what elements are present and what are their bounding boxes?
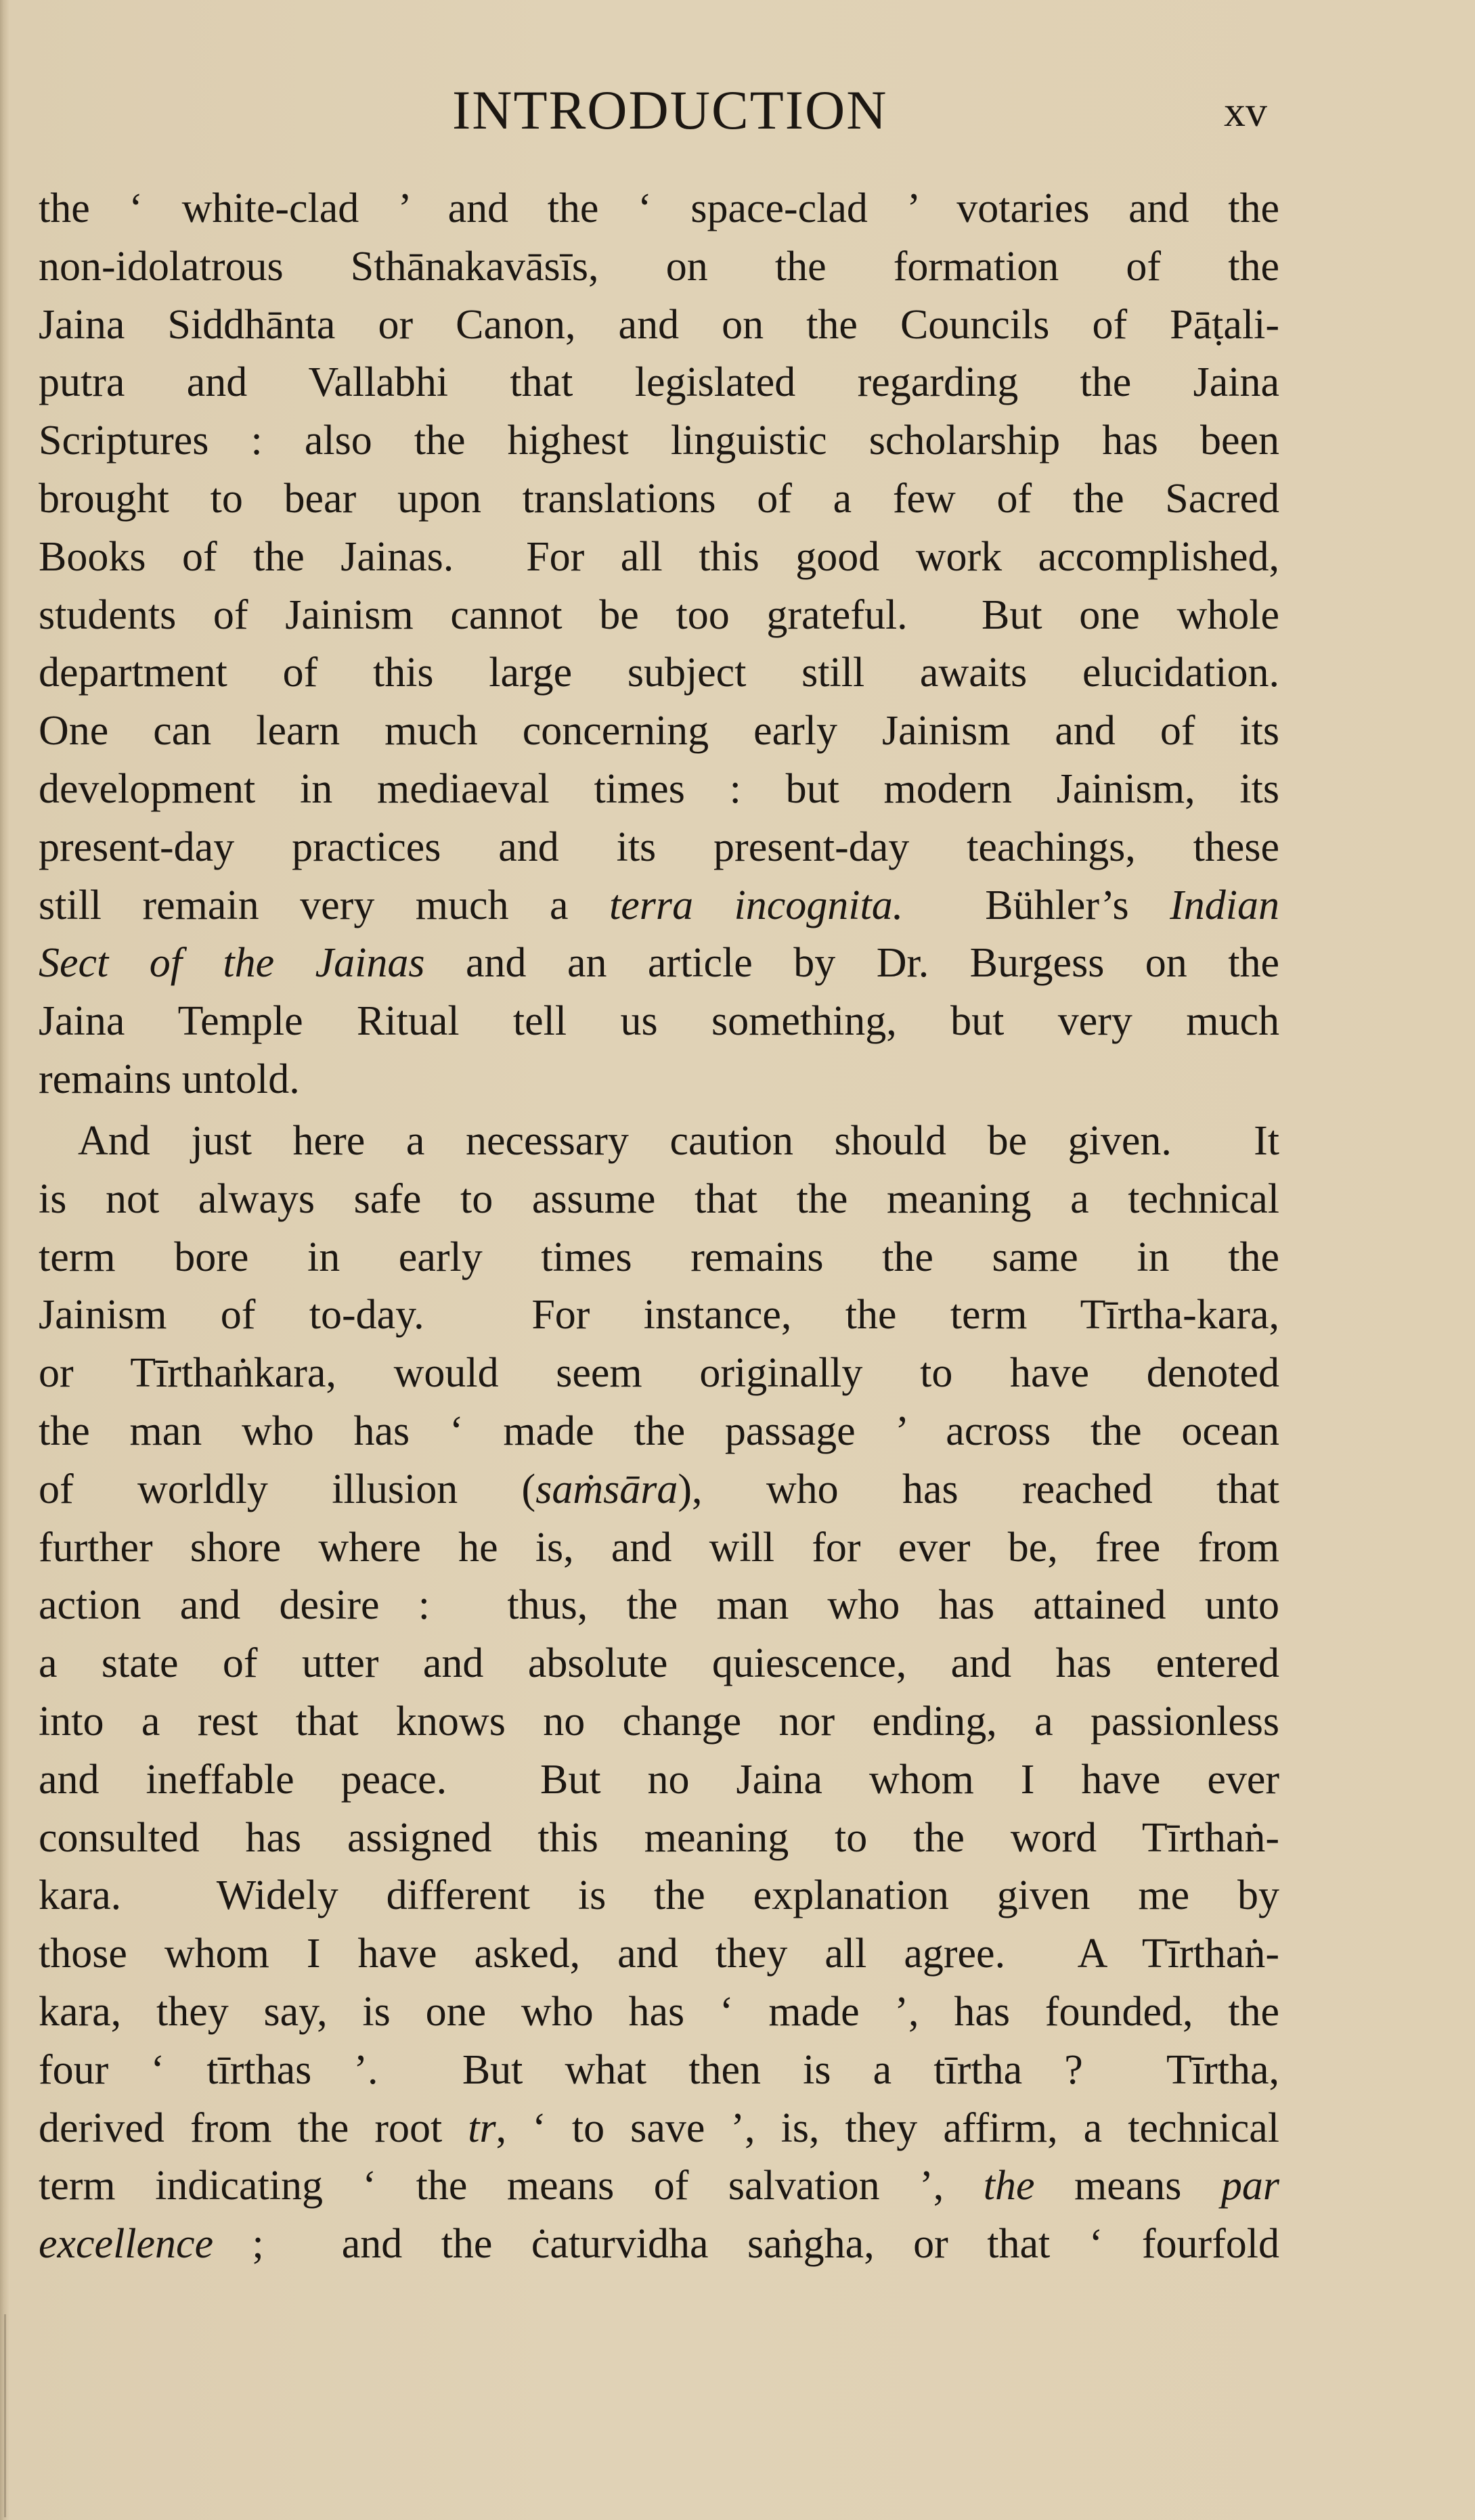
text-line [39,702,1279,760]
text-segment: Jaina Siddhānta or Canon, and on the Councils of Pāṭali- [39,301,1279,348]
text-line [39,760,1279,818]
text-segment: remains untold. [39,1056,300,1102]
text-line [39,411,1279,470]
text-segment: And just here a necessary caution should be given. It [78,1118,1279,1164]
text-line [39,1751,1279,1809]
text-line [39,470,1279,528]
text-segment: kara, they say, is one who has ‘ made ’, has founded, the [39,1988,1279,2035]
text-segment: a state of utter and absolute quiescence, and has entered [39,1640,1279,1687]
binding-edge [4,2314,6,2517]
text-segment: One can learn much concerning early Jainism and of its [39,708,1279,755]
text-segment: or Tīrthaṅkara, would seem originally to have denoted [39,1350,1279,1397]
text-line [39,1402,1279,1460]
italic-text: saṁsāra [535,1466,678,1512]
text-line [39,876,1279,935]
text-line [39,296,1279,354]
text-line [39,1866,1279,1925]
text-line [39,2099,1279,2157]
italic-text: par [1220,2163,1279,2209]
text-segment: Jaina Temple Ritual tell us something, but very much [39,998,1279,1045]
text-line [39,818,1279,876]
italic-text: tr [468,2105,496,2151]
text-line [39,934,1279,992]
running-head-title: INTRODUCTION [452,79,888,141]
text-segment: action and desire : thus, the man who has attained unto [39,1582,1279,1629]
text-line [39,2157,1279,2215]
text-segment: four ‘ tīrthas ’. But what then is a tīrtha ? Tīrtha, [39,2046,1279,2093]
text-line [39,2041,1279,2099]
text-line [39,586,1279,644]
italic-text: excellence [39,2221,214,2268]
text-segment: the man who has ‘ made the passage ’ across the ocean [39,1408,1279,1454]
text-segment: , ‘ to save ’, is, they affirm, a technical [496,2105,1279,2151]
italic-text: the [983,2163,1035,2209]
text-segment: means [1034,2163,1221,2209]
italic-text: Indian [1170,882,1279,928]
text-line [39,1228,1279,1286]
text-line [39,1576,1279,1634]
text-line [39,1983,1279,2041]
text-segment: Bühler’s [903,882,1170,928]
text-segment: present-day practices and its present-day teachings, these [39,824,1279,870]
text-segment: still remain very much a [39,882,610,928]
text-segment: putra and Vallabhi that legislated regarding the Jaina [39,359,1279,406]
text-segment: consulted has assigned this meaning to the word Tīrthaṅ- [39,1814,1279,1861]
text-segment: those whom I have asked, and they all agree. A Tīrthaṅ- [39,1931,1279,1977]
text-line [39,1692,1279,1751]
text-segment: term bore in early times remains the same in the [39,1234,1279,1280]
text-segment: ; and the ċaturvidha saṅgha, or that ‘ fourfold [213,2221,1279,2268]
text-segment: of worldly illusion ( [39,1466,536,1512]
text-segment: the ‘ white-clad ’ and the ‘ space-clad ’ votaries and the [39,185,1279,231]
text-segment: Jainism of to-day. For instance, the term Tīrtha-kara, [39,1292,1279,1338]
text-segment: ), who has reached that [678,1466,1279,1512]
text-segment: and ineffable peace. But no Jaina whom I have ever [39,1756,1279,1803]
paragraph-2 [39,1112,1279,2273]
text-line [39,1925,1279,1983]
text-segment: is not always safe to assume that the meaning a technical [39,1175,1279,1222]
text-line [39,992,1279,1050]
text-line [39,1112,1279,1170]
text-line [39,179,1279,238]
text-line [39,238,1279,296]
text-line [39,528,1279,586]
italic-text: terra incognita. [609,882,904,928]
running-head [0,80,1475,141]
text-segment: department of this large subject still awaits elucidation. [39,650,1279,696]
text-segment: non-idolatrous Sthānakavāsīs, on the formation of the [39,243,1279,290]
text-line [39,1286,1279,1344]
text-segment: Scriptures : also the highest linguistic scholarship has been [39,418,1279,464]
page-number: xv [1224,87,1267,135]
text-segment: Books of the Jainas. For all this good work accomplished, [39,533,1279,580]
italic-text: Sect of the Jainas [39,940,425,987]
text-line [39,644,1279,702]
text-segment: development in mediaeval times : but modern Jainism, its [39,765,1279,812]
text-segment: derived from the root [39,2105,468,2151]
text-line [39,1170,1279,1228]
text-segment: brought to bear upon translations of a few of the Sacred [39,475,1279,522]
text-segment: kara. Widely different is the explanation given me by [39,1872,1279,1919]
text-line [39,1460,1279,1518]
text-line [39,1634,1279,1692]
text-segment: further shore where he is, and will for ever be, free from [39,1524,1279,1571]
text-line [39,1344,1279,1402]
text-line [39,1809,1279,1867]
text-segment: into a rest that knows no change nor ending, a passionless [39,1698,1279,1745]
text-segment: term indicating ‘ the means of salvation ’, [39,2163,984,2209]
text-line [39,2215,1279,2273]
paragraph-1 [39,179,1279,1108]
text-line [39,1050,1279,1108]
text-segment: and an article by Dr. Burgess on the [424,940,1279,987]
text-line [39,1518,1279,1577]
text-line [39,353,1279,411]
text-segment: students of Jainism cannot be too grateful. But one whole [39,591,1279,638]
